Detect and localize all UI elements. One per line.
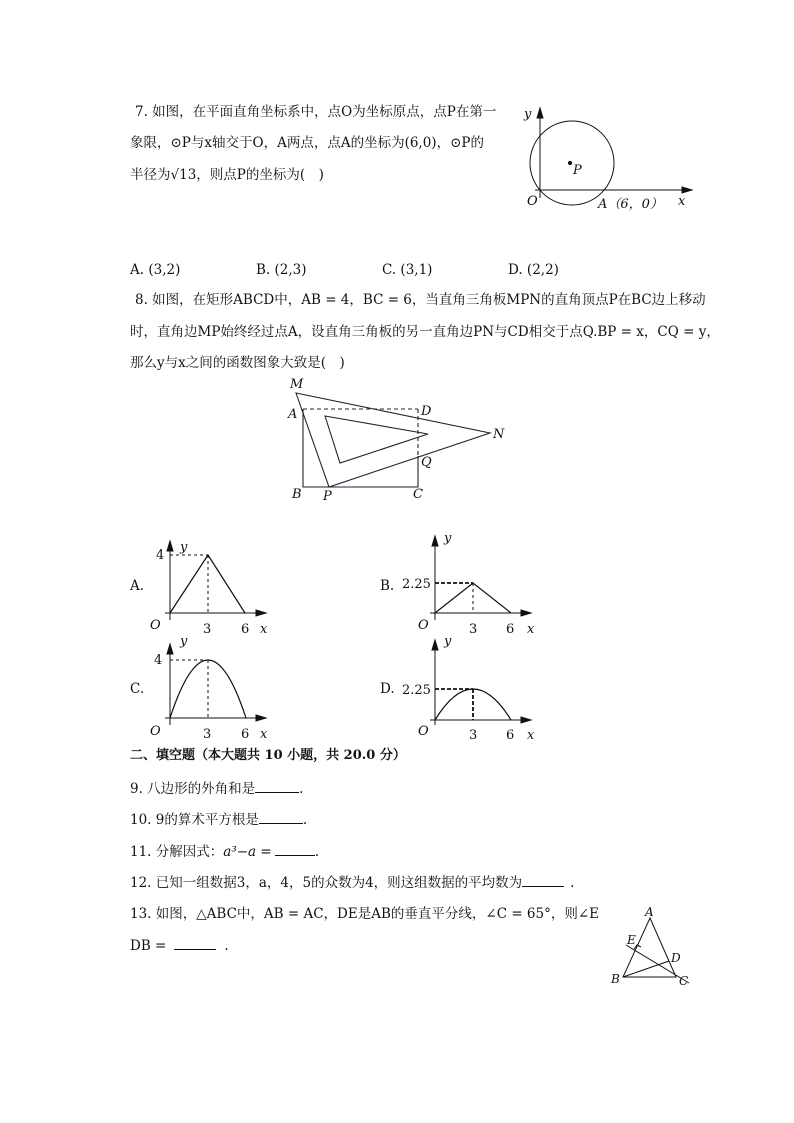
q11-period: . xyxy=(314,844,319,860)
q11-expr: a³−a = xyxy=(223,844,272,860)
q8-line2: 时，直角边MP始终经过点A，设直角三角板的另一直角边PN与CD相交于点Q.BP = x，CQ = y， xyxy=(130,324,720,340)
graph-a-x2: 6 xyxy=(241,622,250,637)
q7-x-arrow xyxy=(682,187,692,193)
graph-c-O: O xyxy=(150,724,161,739)
q7-line2: 象限，⊙P与x轴交于O，A两点，点A的坐标为(6,0)，⊙P的 xyxy=(130,135,484,151)
q7-center-point xyxy=(568,161,571,164)
q8-triangle-inner xyxy=(325,416,428,463)
q13-line2-text: DB = xyxy=(130,938,167,954)
q8-rect-lower xyxy=(303,409,418,487)
q7-fig-y: y xyxy=(524,107,532,122)
q8-fig-P: P xyxy=(323,489,332,504)
q13-fig-D: D xyxy=(671,951,681,965)
q10-period: . xyxy=(302,812,308,828)
q7-option-d[interactable]: D. (2,2) xyxy=(508,262,559,278)
q12-text: 12. 已知一组数据3，a，4，5的众数为4，则这组数据的平均数为 xyxy=(130,875,523,891)
q7-radical: √13 xyxy=(170,167,197,183)
q13-fig-C: C xyxy=(679,974,689,988)
graph-d-x: x xyxy=(527,728,535,743)
q10-text: 10. 9的算术平方根是 xyxy=(130,812,259,828)
graph-b-O: O xyxy=(418,618,429,633)
q13-fig-A: A xyxy=(645,905,654,919)
q8-fig-D: D xyxy=(421,404,432,419)
q7-line1: 7. 如图，在平面直角坐标系中，点O为坐标原点，点P在第一 xyxy=(135,104,497,120)
q8-fig-M: M xyxy=(290,377,304,392)
q7-fig-A: A（6，0） xyxy=(598,197,663,212)
graph-d xyxy=(430,640,531,725)
q8-triangle-outer xyxy=(296,393,490,487)
q7-option-b[interactable]: B. (2,3) xyxy=(256,262,307,278)
graph-d-O: O xyxy=(418,724,429,739)
q13-fig-E: E xyxy=(627,933,636,947)
q8-fig-Q: Q xyxy=(421,455,432,470)
graph-b xyxy=(430,536,531,620)
graph-b-label[interactable]: B. xyxy=(380,578,395,594)
section-2-heading: 二、填空题（本大题共 10 小题，共 20.0 分） xyxy=(130,748,406,763)
q7-fig-x: x xyxy=(678,194,686,209)
graph-a-x1: 3 xyxy=(203,622,212,637)
q8-line1: 8. 如图，在矩形ABCD中，AB = 4，BC = 6，当直角三角板MPN的直角顶点P在BC边上移动 xyxy=(135,292,706,308)
graph-d-x1: 3 xyxy=(469,728,478,743)
graph-b-x2: 6 xyxy=(506,622,515,637)
graph-c-x: x xyxy=(260,727,268,742)
q13-segment-DB xyxy=(623,961,669,977)
graph-a-O: O xyxy=(150,618,161,633)
graph-b-peak: 2.25 xyxy=(402,577,431,592)
q7-line3-prefix: 半径为 xyxy=(130,167,171,183)
graph-d-x2: 6 xyxy=(506,728,515,743)
graph-b-y: y xyxy=(444,531,452,546)
graph-a-y: y xyxy=(180,540,188,555)
q7-fig-P: P xyxy=(573,163,582,178)
q12-period: . xyxy=(570,875,575,891)
q7-option-c[interactable]: C. (3,1) xyxy=(382,262,433,278)
graph-c-label[interactable]: C. xyxy=(130,681,145,697)
graph-c-x2: 6 xyxy=(241,727,250,742)
graph-d-label[interactable]: D. xyxy=(380,681,395,697)
graph-c-y: y xyxy=(180,634,188,649)
q8-fig-A: A xyxy=(288,407,298,422)
q7-fig-O: O xyxy=(527,194,538,209)
q9-text: 9. 八边形的外角和是 xyxy=(130,781,256,797)
q13-line1: 13. 如图，△ABC中，AB = AC，DE是AB的垂直平分线，∠C = 65°，则∠E xyxy=(130,906,600,922)
q11-prefix: 11. 分解因式： xyxy=(130,844,224,860)
q8-figure xyxy=(296,393,490,487)
graph-d-y: y xyxy=(444,634,452,649)
q7-figure xyxy=(530,108,692,205)
graph-b-x: x xyxy=(527,622,535,637)
q8-line3: 那么y与x之间的函数图象大致是( ) xyxy=(130,355,345,371)
graph-d-peak: 2.25 xyxy=(402,683,431,698)
graph-b-x1: 3 xyxy=(469,622,478,637)
q7-y-arrow xyxy=(537,108,543,118)
graph-a-x: x xyxy=(260,622,268,637)
q7-line3-suffix: ，则点P的坐标为( ) xyxy=(196,167,324,183)
graph-c-peak: 4 xyxy=(154,653,163,668)
graph-c-x1: 3 xyxy=(203,727,212,742)
q8-fig-C: C xyxy=(413,487,423,502)
graph-c xyxy=(165,644,266,725)
q13-fig-B: B xyxy=(611,972,620,986)
q9-period: . xyxy=(299,781,304,797)
graph-a-label[interactable]: A. xyxy=(130,578,145,594)
q7-option-a[interactable]: A. (3,2) xyxy=(130,262,181,278)
graph-a-peak: 4 xyxy=(156,548,165,563)
q13-period: . xyxy=(224,938,229,954)
q8-fig-B: B xyxy=(292,487,302,502)
q8-fig-N: N xyxy=(493,427,505,442)
